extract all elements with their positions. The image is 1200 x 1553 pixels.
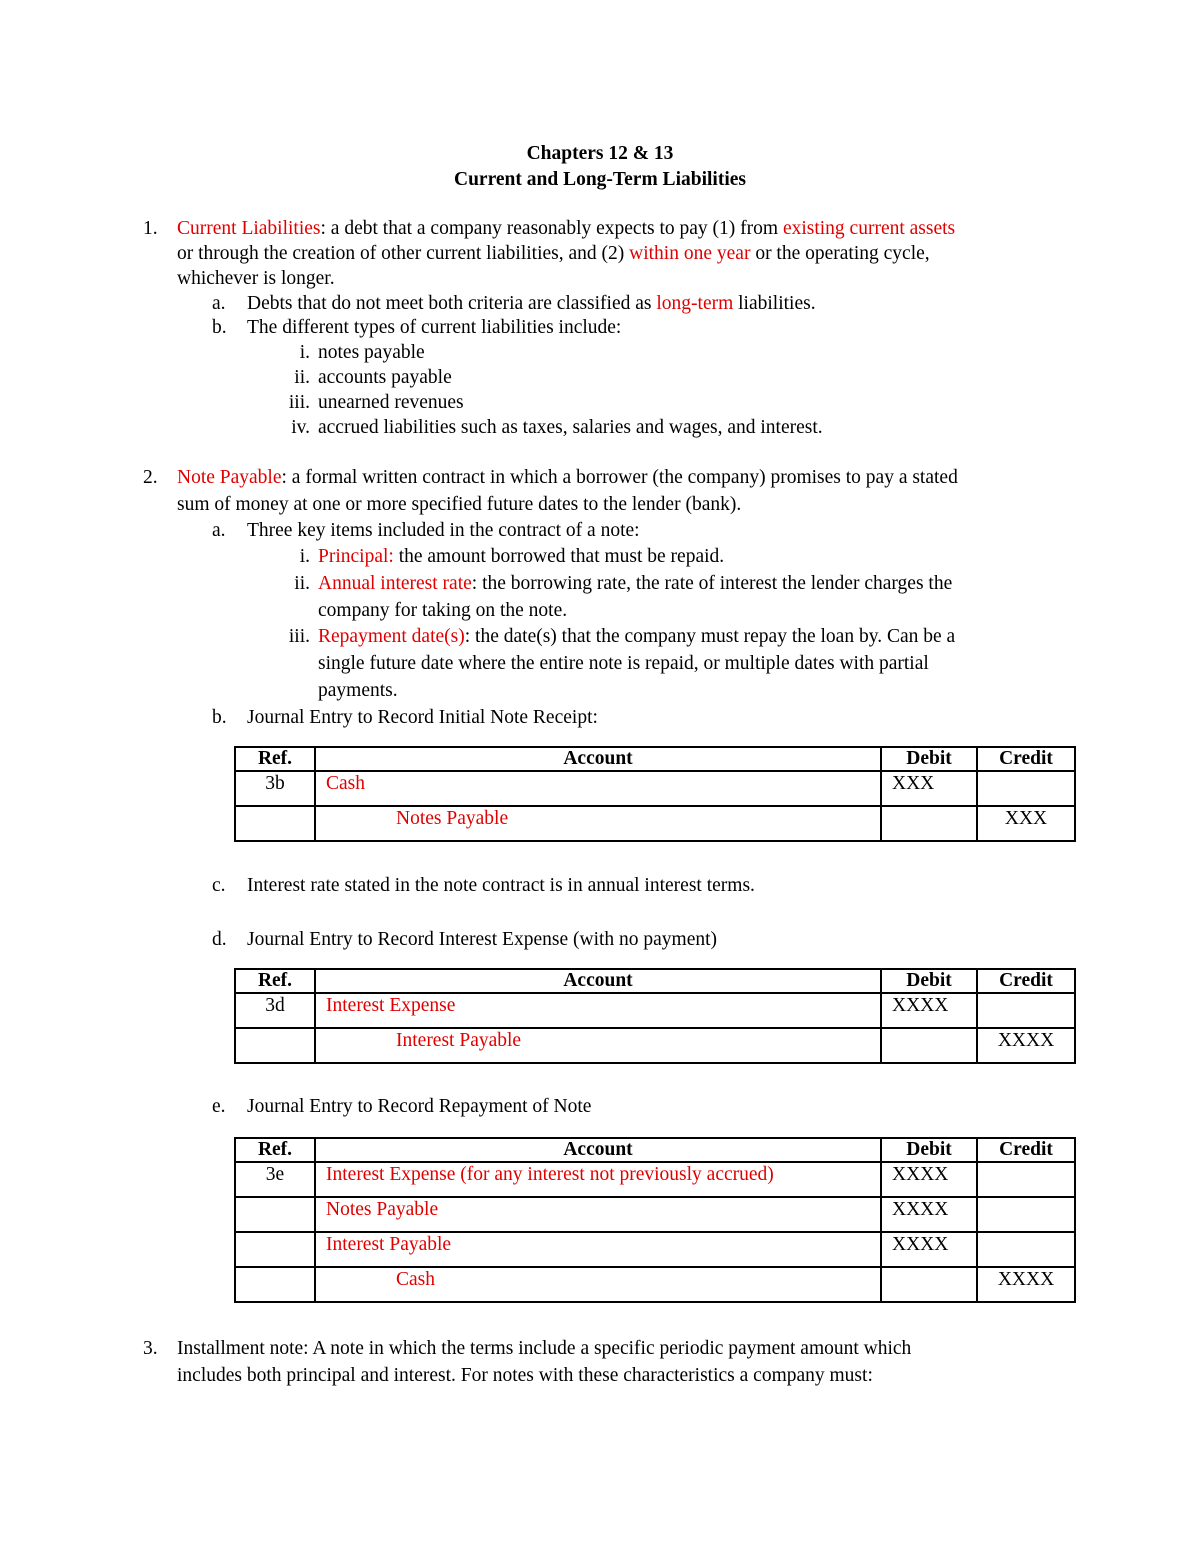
header-ref: Ref. bbox=[235, 1138, 315, 1162]
term-repayment-dates: Repayment date(s) bbox=[318, 626, 465, 647]
list-item-annual-rate-line-2: company for taking on the note. bbox=[318, 600, 568, 621]
text: : the date(s) that the company must repay the loan by. Can be a bbox=[464, 626, 956, 647]
section-2b-mark: b. bbox=[212, 707, 227, 728]
section-2e-text: Journal Entry to Record Repayment of Note bbox=[247, 1096, 592, 1117]
cell-ref: 3b bbox=[235, 771, 315, 806]
highlight-within-one-year: within one year bbox=[629, 243, 751, 264]
section-1a-mark: a. bbox=[212, 293, 226, 314]
cell-credit bbox=[977, 1162, 1075, 1197]
table-header-row bbox=[235, 747, 1075, 771]
header-credit: Credit bbox=[977, 969, 1075, 993]
cell-debit: XXXX bbox=[881, 993, 977, 1028]
section-1-line-1 bbox=[177, 218, 955, 240]
section-3-line-1: Installment note: A note in which the terms include a specific periodic payment amount which bbox=[177, 1338, 912, 1359]
cell-account-indented: Cash bbox=[396, 1269, 435, 1290]
list-item-mark: iii. bbox=[288, 392, 310, 413]
header-debit: Debit bbox=[881, 747, 977, 771]
cell-account: Cash bbox=[315, 771, 881, 806]
cell-account: Interest Expense bbox=[315, 993, 881, 1028]
section-2c-text: Interest rate stated in the note contract is in annual interest terms. bbox=[247, 875, 755, 896]
cell-credit bbox=[977, 993, 1075, 1028]
table-row bbox=[235, 806, 1075, 841]
cell-debit: XXXX bbox=[881, 1197, 977, 1232]
section-1b-text: The different types of current liabilities include: bbox=[247, 317, 622, 338]
section-1-line-3: whichever is longer. bbox=[177, 268, 335, 289]
cell-credit: XXX bbox=[977, 806, 1075, 841]
cell-credit bbox=[977, 771, 1075, 806]
highlight-existing-assets: existing current assets bbox=[782, 218, 956, 239]
term-annual-interest-rate: Annual interest rate bbox=[318, 573, 472, 594]
header-account: Account bbox=[315, 1138, 881, 1162]
header-credit: Credit bbox=[977, 747, 1075, 771]
section-2-number: 2. bbox=[143, 467, 158, 488]
page-title: Chapters 12 & 13 bbox=[526, 143, 674, 164]
section-3-line-2: includes both principal and interest. For notes with these characteristics a company must: bbox=[177, 1365, 873, 1386]
header-ref: Ref. bbox=[235, 747, 315, 771]
section-2c-mark: c. bbox=[212, 875, 226, 896]
cell-debit bbox=[881, 1267, 977, 1302]
table-row bbox=[235, 1028, 1075, 1063]
text: liabilities. bbox=[733, 293, 816, 314]
header-debit: Debit bbox=[881, 1138, 977, 1162]
term-note-payable: Note Payable bbox=[177, 467, 282, 488]
section-1-line-2 bbox=[177, 243, 930, 265]
section-2a-mark: a. bbox=[212, 520, 226, 541]
table-row bbox=[235, 1162, 1075, 1197]
cell-account: Notes Payable bbox=[315, 1197, 881, 1232]
cell-account bbox=[315, 806, 881, 841]
list-item-repayment bbox=[318, 626, 955, 648]
text: Debts that do not meet both criteria are classified as bbox=[247, 293, 657, 314]
table-row bbox=[235, 1232, 1075, 1267]
cell-debit bbox=[881, 806, 977, 841]
section-2-line-2: sum of money at one or more specified future dates to the lender (bank). bbox=[177, 494, 742, 515]
list-item-repayment-line-2: single future date where the entire note is repaid, or multiple dates with partial bbox=[318, 653, 929, 674]
cell-debit: XXXX bbox=[881, 1232, 977, 1267]
list-item-mark: i. bbox=[299, 546, 310, 567]
list-item: accrued liabilities such as taxes, salaries and wages, and interest. bbox=[318, 417, 823, 438]
list-item-annual-rate bbox=[318, 573, 952, 595]
text: : a formal written contract in which a borrower (the company) promises to pay a stated bbox=[281, 467, 958, 488]
cell-ref: 3d bbox=[235, 993, 315, 1028]
list-item-mark: iii. bbox=[288, 626, 310, 647]
table-row bbox=[235, 993, 1075, 1028]
cell-credit: XXXX bbox=[977, 1028, 1075, 1063]
section-1b-mark: b. bbox=[212, 317, 227, 338]
cell-ref bbox=[235, 806, 315, 841]
list-item-mark: ii. bbox=[294, 367, 310, 388]
cell-credit bbox=[977, 1232, 1075, 1267]
cell-debit: XXXX bbox=[881, 1162, 977, 1197]
list-item-mark: ii. bbox=[294, 573, 310, 594]
list-item-principal bbox=[318, 546, 724, 568]
table-row bbox=[235, 1197, 1075, 1232]
header-credit: Credit bbox=[977, 1138, 1075, 1162]
list-item: accounts payable bbox=[318, 367, 452, 388]
text: : a debt that a company reasonably expects to pay (1) from bbox=[320, 218, 783, 239]
page-subtitle: Current and Long-Term Liabilities bbox=[454, 169, 746, 190]
list-item: unearned revenues bbox=[318, 392, 464, 413]
list-item-mark: iv. bbox=[291, 417, 310, 438]
cell-ref bbox=[235, 1028, 315, 1063]
cell-account-indented: Notes Payable bbox=[396, 808, 509, 829]
section-2b-text: Journal Entry to Record Initial Note Receipt: bbox=[247, 707, 598, 728]
header-debit: Debit bbox=[881, 969, 977, 993]
journal-table-repayment bbox=[234, 1137, 1076, 1303]
section-1a-text bbox=[247, 293, 816, 315]
list-item-mark: i. bbox=[299, 342, 310, 363]
cell-credit: XXXX bbox=[977, 1267, 1075, 1302]
list-item-repayment-line-3: payments. bbox=[318, 680, 398, 701]
table-row bbox=[235, 771, 1075, 806]
cell-account: Interest Payable bbox=[315, 1232, 881, 1267]
text: : the borrowing rate, the rate of interest the lender charges the bbox=[471, 573, 953, 594]
table-row bbox=[235, 1267, 1075, 1302]
cell-account-indented: Interest Payable bbox=[396, 1030, 522, 1051]
cell-ref bbox=[235, 1197, 315, 1232]
header-account: Account bbox=[315, 969, 881, 993]
journal-table-interest-expense bbox=[234, 968, 1076, 1064]
journal-table-note-receipt bbox=[234, 746, 1076, 842]
cell-account: Interest Expense (for any interest not previously accrued) bbox=[315, 1162, 881, 1197]
table-header-row bbox=[235, 1138, 1075, 1162]
list-item: notes payable bbox=[318, 342, 425, 363]
text: the amount borrowed that must be repaid. bbox=[393, 546, 725, 567]
cell-account bbox=[315, 1028, 881, 1063]
text: or through the creation of other current liabilities, and (2) bbox=[177, 243, 630, 264]
header-ref: Ref. bbox=[235, 969, 315, 993]
text: or the operating cycle, bbox=[750, 243, 930, 264]
table-header-row bbox=[235, 969, 1075, 993]
section-2-line-1 bbox=[177, 467, 958, 489]
cell-ref bbox=[235, 1267, 315, 1302]
cell-debit bbox=[881, 1028, 977, 1063]
cell-credit bbox=[977, 1197, 1075, 1232]
term-principal: Principal: bbox=[318, 546, 394, 567]
cell-account bbox=[315, 1267, 881, 1302]
header-account: Account bbox=[315, 747, 881, 771]
term-current-liabilities: Current Liabilities bbox=[177, 218, 321, 239]
cell-debit: XXX bbox=[881, 771, 977, 806]
highlight-long-term: long-term bbox=[656, 293, 734, 314]
section-3-number: 3. bbox=[143, 1338, 158, 1359]
cell-ref: 3e bbox=[235, 1162, 315, 1197]
section-2a-text: Three key items included in the contract of a note: bbox=[247, 520, 640, 541]
section-2e-mark: e. bbox=[212, 1096, 226, 1117]
section-2d-mark: d. bbox=[212, 929, 227, 950]
section-1-number: 1. bbox=[143, 218, 158, 239]
section-2d-text: Journal Entry to Record Interest Expense (with no payment) bbox=[247, 929, 718, 950]
cell-ref bbox=[235, 1232, 315, 1267]
